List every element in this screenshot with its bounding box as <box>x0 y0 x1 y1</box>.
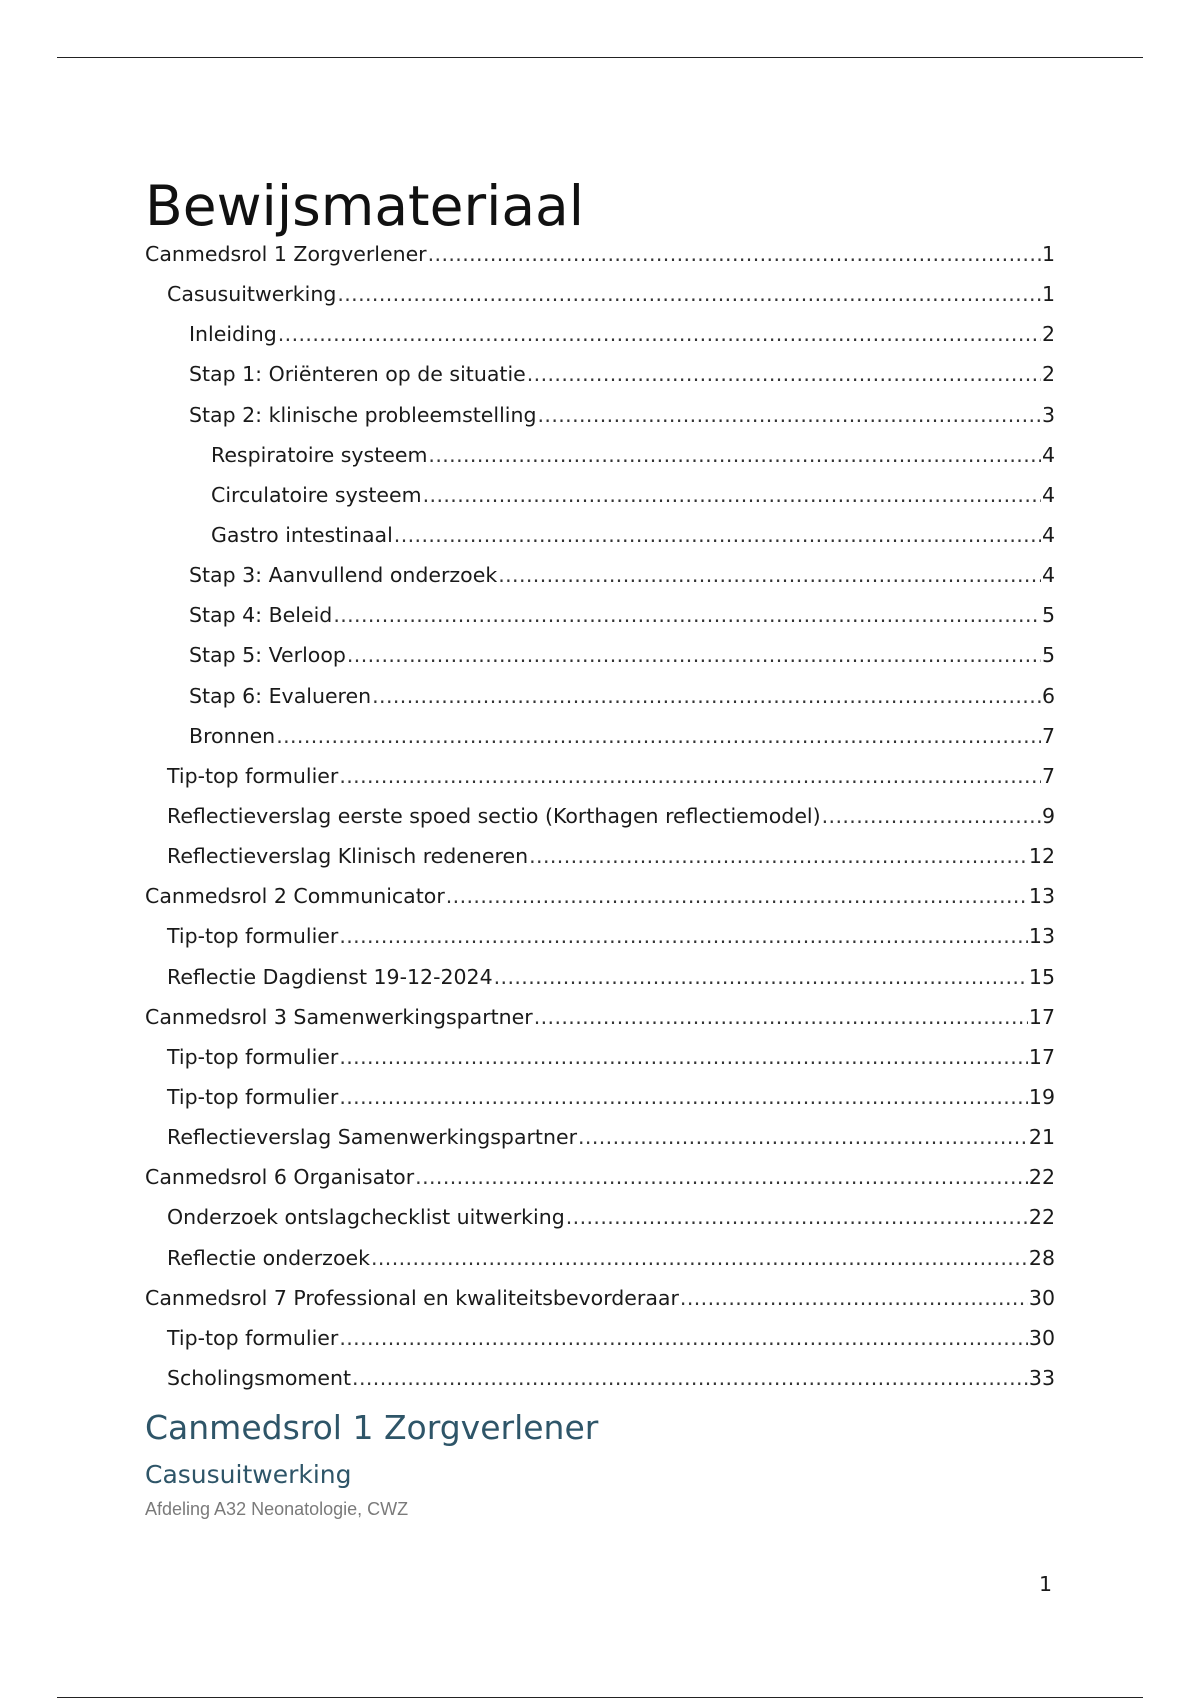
toc-page-number: 17 <box>1028 1044 1055 1069</box>
toc-page-number: 30 <box>1028 1325 1055 1350</box>
top-rule <box>57 57 1143 58</box>
toc-entry[interactable] <box>145 756 1055 796</box>
toc-entry[interactable] <box>145 997 1055 1037</box>
toc-page-number: 13 <box>1028 924 1055 949</box>
toc-dot-leader <box>276 716 1041 756</box>
toc-entry-text: Stap 2: klinische probleemstelling <box>189 402 537 427</box>
toc-dot-leader <box>498 555 1041 595</box>
toc-entry[interactable] <box>145 1037 1055 1077</box>
bottom-rule <box>57 1697 1143 1698</box>
toc-entry-text: Onderzoek ontslagchecklist uitwerking <box>167 1205 565 1230</box>
toc-page-number: 1 <box>1041 282 1055 307</box>
section-heading: Canmedsrol 1 Zorgverlener <box>145 1408 599 1447</box>
toc-entry[interactable] <box>145 1358 1055 1398</box>
toc-entry[interactable] <box>145 1117 1055 1157</box>
toc-entry-text: Tip-top formulier <box>167 1084 339 1109</box>
toc-entry-text: Tip-top formulier <box>167 1044 339 1069</box>
toc-entry-text: Scholingsmoment <box>167 1365 352 1390</box>
toc-page-number: 7 <box>1041 763 1055 788</box>
toc-entry-text: Canmedsrol 3 Samenwerkingspartner <box>145 1004 533 1029</box>
toc-entry[interactable] <box>145 796 1055 836</box>
toc-entry[interactable] <box>145 957 1055 997</box>
toc-entry[interactable] <box>145 515 1055 555</box>
toc-entry[interactable] <box>145 716 1055 756</box>
toc-entry[interactable] <box>145 676 1055 716</box>
page-number: 1 <box>1038 1572 1052 1596</box>
toc-page-number: 2 <box>1041 362 1055 387</box>
toc-entry[interactable] <box>145 876 1055 916</box>
toc-dot-leader <box>278 314 1041 354</box>
toc-dot-leader <box>527 354 1041 394</box>
toc-dot-leader <box>415 1157 1028 1197</box>
toc-dot-leader <box>534 997 1028 1037</box>
toc-page-number: 15 <box>1028 964 1055 989</box>
toc-entry-text: Bronnen <box>189 723 276 748</box>
toc-entry[interactable] <box>145 555 1055 595</box>
toc-entry[interactable] <box>145 1077 1055 1117</box>
toc-entry-text: Inleiding <box>189 322 277 347</box>
toc-dot-leader <box>339 1037 1028 1077</box>
toc-page-number: 4 <box>1041 563 1055 588</box>
toc-page-number: 5 <box>1041 643 1055 668</box>
toc-dot-leader <box>339 916 1028 956</box>
toc-dot-leader <box>566 1197 1028 1237</box>
toc-dot-leader <box>337 274 1041 314</box>
toc-entry[interactable] <box>145 1157 1055 1197</box>
toc-entry[interactable] <box>145 354 1055 394</box>
toc-entry[interactable] <box>145 274 1055 314</box>
toc-dot-leader <box>494 957 1028 997</box>
toc-entry-text: Canmedsrol 1 Zorgverlener <box>145 242 427 266</box>
toc-entry-text: Canmedsrol 2 Communicator <box>145 884 445 909</box>
toc-page-number: 2 <box>1041 322 1055 347</box>
toc-dot-leader <box>529 836 1028 876</box>
toc-page-number: 3 <box>1041 402 1055 427</box>
toc-entry[interactable] <box>145 635 1055 675</box>
toc-dot-leader <box>333 595 1041 635</box>
toc-page-number: 19 <box>1028 1084 1055 1109</box>
toc-page-number: 22 <box>1028 1205 1055 1230</box>
toc-entry-text: Stap 5: Verloop <box>189 643 346 668</box>
toc-page-number: 12 <box>1028 844 1055 869</box>
toc-entry-text: Reflectieverslag Samenwerkingspartner <box>167 1125 577 1150</box>
toc-dot-leader <box>578 1117 1028 1157</box>
subsection-heading: Casusuitwerking <box>145 1460 352 1489</box>
toc-entry-text: Stap 3: Aanvullend onderzoek <box>189 563 498 588</box>
toc-entry[interactable] <box>145 1278 1055 1318</box>
toc-entry-text: Respiratoire systeem <box>211 442 428 467</box>
toc-page-number: 13 <box>1028 884 1055 909</box>
toc-entry-text: Reflectieverslag Klinisch redeneren <box>167 844 529 869</box>
toc-entry-text: Tip-top formulier <box>167 763 339 788</box>
toc-dot-leader <box>372 676 1041 716</box>
toc-page-number: 30 <box>1028 1285 1055 1310</box>
toc-page-number: 4 <box>1041 442 1055 467</box>
toc-entry-text: Reflectie Dagdienst 19-12-2024 <box>167 964 493 989</box>
toc-dot-leader <box>339 756 1041 796</box>
toc-entry[interactable] <box>145 836 1055 876</box>
toc-page-number: 22 <box>1028 1165 1055 1190</box>
toc-page-number: 17 <box>1028 1004 1055 1029</box>
toc-entry[interactable] <box>145 1238 1055 1278</box>
toc-dot-leader <box>339 1318 1028 1358</box>
toc-entry-text: Reflectieverslag eerste spoed sectio (Korthagen reflectiemodel) <box>167 803 821 828</box>
toc-page-number: 5 <box>1041 603 1055 628</box>
section-subtitle: Afdeling A32 Neonatologie, CWZ <box>145 1499 409 1519</box>
toc-entry-text: Stap 1: Oriënteren op de situatie <box>189 362 526 387</box>
toc-entry[interactable] <box>145 1197 1055 1237</box>
toc-entry[interactable] <box>145 595 1055 635</box>
toc-dot-leader <box>371 1238 1028 1278</box>
toc-entry-text: Reflectie onderzoek <box>167 1245 370 1270</box>
toc-page-number: 4 <box>1041 522 1055 547</box>
toc-dot-leader <box>394 515 1041 555</box>
toc-entry[interactable] <box>145 314 1055 354</box>
toc-dot-leader <box>428 234 1041 274</box>
toc-dot-leader <box>822 796 1041 836</box>
toc-entry-text: Gastro intestinaal <box>211 522 393 547</box>
toc-dot-leader <box>352 1358 1028 1398</box>
toc-entry[interactable] <box>145 395 1055 435</box>
toc-dot-leader <box>428 435 1041 475</box>
toc-dot-leader <box>347 635 1041 675</box>
toc-page-number: 1 <box>1041 242 1055 266</box>
toc-entry-text: Canmedsrol 7 Professional en kwaliteitsbevorderaar <box>145 1285 679 1310</box>
toc-entry-text: Casusuitwerking <box>167 282 337 307</box>
toc-entry-text: Tip-top formulier <box>167 1325 339 1350</box>
toc-page-number: 4 <box>1041 482 1055 507</box>
toc-dot-leader <box>339 1077 1028 1117</box>
toc-page-number: 28 <box>1028 1245 1055 1270</box>
toc-entry[interactable] <box>145 916 1055 956</box>
toc-page-number: 6 <box>1041 683 1055 708</box>
toc-entry-text: Stap 4: Beleid <box>189 603 333 628</box>
toc-entry-text: Tip-top formulier <box>167 924 339 949</box>
toc-page-number: 21 <box>1028 1125 1055 1150</box>
table-of-contents <box>145 234 1055 1398</box>
toc-entry-text: Canmedsrol 6 Organisator <box>145 1165 415 1190</box>
document-title: Bewijsmateriaal <box>145 174 585 238</box>
toc-entry-text: Circulatoire systeem <box>211 482 422 507</box>
toc-dot-leader <box>423 475 1041 515</box>
toc-dot-leader <box>446 876 1028 916</box>
toc-dot-leader <box>538 395 1041 435</box>
toc-dot-leader <box>680 1278 1028 1318</box>
toc-entry[interactable] <box>145 435 1055 475</box>
toc-page-number: 7 <box>1041 723 1055 748</box>
toc-entry[interactable] <box>145 234 1055 274</box>
toc-entry-text: Stap 6: Evalueren <box>189 683 372 708</box>
toc-page-number: 9 <box>1041 803 1055 828</box>
toc-entry[interactable] <box>145 1318 1055 1358</box>
toc-page-number: 33 <box>1028 1365 1055 1390</box>
toc-entry[interactable] <box>145 475 1055 515</box>
